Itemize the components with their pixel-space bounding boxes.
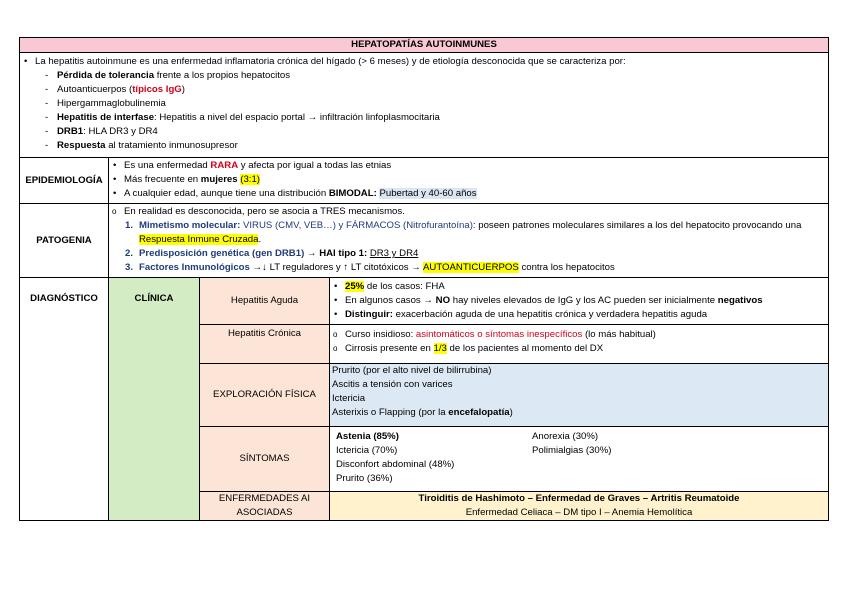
aguda-list: [330, 280, 828, 322]
document-table: [19, 37, 829, 521]
list-item: Asterixis o Flapping (por la encefalopatía): [332, 407, 513, 418]
epidemiologia-label: EPIDEMIOLOGÍA: [20, 158, 109, 204]
sintomas-label: SÍNTOMAS: [200, 427, 330, 492]
list-item: 3. Factores Inmunológicos →↓ LT reguladores y ↑ LT citotóxicos → AUTOANTICUERPOS contra los hepatocitos: [125, 262, 615, 273]
exploracion-label: EXPLORACIÓN FÍSICA: [200, 364, 330, 427]
enfermedades-label: ENFERMEDADES AI ASOCIADAS: [200, 492, 330, 521]
aguda-row: [20, 278, 829, 325]
list-item: - DRB1: HLA DR3 y DR4: [42, 125, 828, 139]
list-item: Enfermedad Celiaca – DM tipo I – Anemia Hemolítica: [465, 507, 693, 518]
list-item: Ictericia: [332, 393, 366, 404]
list-item: • Distinguir: exacerbación aguda de una hepatitis crónica y verdadera hepatitis aguda: [330, 308, 828, 322]
list-item: • En algunos casos → NO hay niveles elevados de IgG y los AC pueden ser inicialmente negativos: [330, 294, 828, 308]
list-item: Ascitis a tensión con varices: [332, 379, 453, 390]
list-item: • Es una enfermedad RARA y afecta por igual a todas las etnias: [109, 159, 828, 173]
sintomas-columns: [336, 430, 822, 486]
list-item: • Más frecuente en mujeres (3:1): [109, 173, 828, 187]
list-item: o Cirrosis presente en 1/3 de los pacientes al momento del DX: [330, 342, 828, 356]
list-item: Astenia (85%): [336, 431, 399, 442]
list-item: 2. Predisposición genética (gen DRB1) → HAI tipo 1: DR3 y DR4: [125, 248, 419, 259]
list-item: Disconfort abdominal (48%): [336, 459, 455, 470]
list-item: 1. Mimetismo molecular: VIRUS (CMV, VEB…) y FÁRMACOS (Nitrofurantoína): poseen patrones moleculares similares a los del hepatocito provocando una Respuesta Inmune Cruzada.: [125, 220, 802, 245]
list-item: • A cualquier edad, aunque tiene una distribución BIMODAL: Pubertad y 40-60 años: [109, 187, 828, 201]
epidemiologia-row: [20, 158, 829, 204]
list-item: Anorexia (30%): [532, 431, 599, 442]
list-item: - Respuesta al tratamiento inmunosupresor: [42, 139, 828, 153]
intro-cell: [20, 53, 829, 158]
list-item: - Hepatitis de interfase: Hepatitis a nivel del espacio portal → infiltración linfoplasmocitaria: [42, 111, 828, 125]
epidemiologia-content: [109, 158, 829, 204]
sintomas-col-1: [336, 430, 532, 486]
list-item: Polimialgias (30%): [532, 445, 612, 456]
intro-bullet: • La hepatitis autoinmune es una enfermedad inflamatoria crónica del hígado (> 6 meses) y de etiología desconocida que se caracteriza por:: [20, 55, 828, 69]
sintomas-content: [330, 427, 829, 492]
list-item: • 25% de los casos: FHA: [330, 280, 828, 294]
patogenia-row: [20, 204, 829, 278]
enfermedades-content: [330, 492, 829, 521]
cronica-label: Hepatitis Crónica: [200, 325, 330, 364]
intro-list: [20, 55, 828, 69]
cronica-list: [330, 328, 828, 356]
aguda-label: Hepatitis Aguda: [200, 278, 330, 325]
list-item: - Pérdida de tolerancia frente a los propios hepatocitos: [42, 69, 828, 83]
clinica-label: CLÍNICA: [109, 278, 200, 521]
cronica-content: [330, 325, 829, 364]
sintomas-col-2: [532, 430, 611, 486]
list-item: Prurito (36%): [336, 473, 393, 484]
patogenia-mechanisms: [109, 219, 824, 275]
document-title: HEPATOPATÍAS AUTOINMUNES: [20, 38, 829, 53]
aguda-content: [330, 278, 829, 325]
intro-features-list: [20, 69, 828, 153]
list-item: - Hipergammaglobulinemia: [42, 97, 828, 111]
patogenia-content: [109, 204, 829, 278]
list-item: Ictericia (70%): [336, 445, 398, 456]
epidemiologia-list: [109, 159, 828, 201]
patogenia-intro: o En realidad es desconocida, pero se asocia a TRES mecanismos.: [109, 205, 824, 219]
exploracion-content: [330, 364, 829, 427]
patogenia-intro-list: [109, 205, 824, 219]
list-item: o Curso insidioso: asintomáticos o síntomas inespecíficos (lo más habitual): [330, 328, 828, 342]
intro-row: [20, 53, 829, 158]
diagnostico-label: DIAGNÓSTICO: [20, 278, 109, 521]
list-item: - Autoanticuerpos (típicos IgG): [42, 83, 828, 97]
list-item: Prurito (por el alto nivel de bilirrubina): [332, 365, 492, 376]
title-row: [20, 38, 829, 53]
list-item: Tiroiditis de Hashimoto – Enfermedad de Graves – Artritis Reumatoide: [418, 493, 740, 504]
patogenia-label: PATOGENIA: [20, 204, 109, 278]
